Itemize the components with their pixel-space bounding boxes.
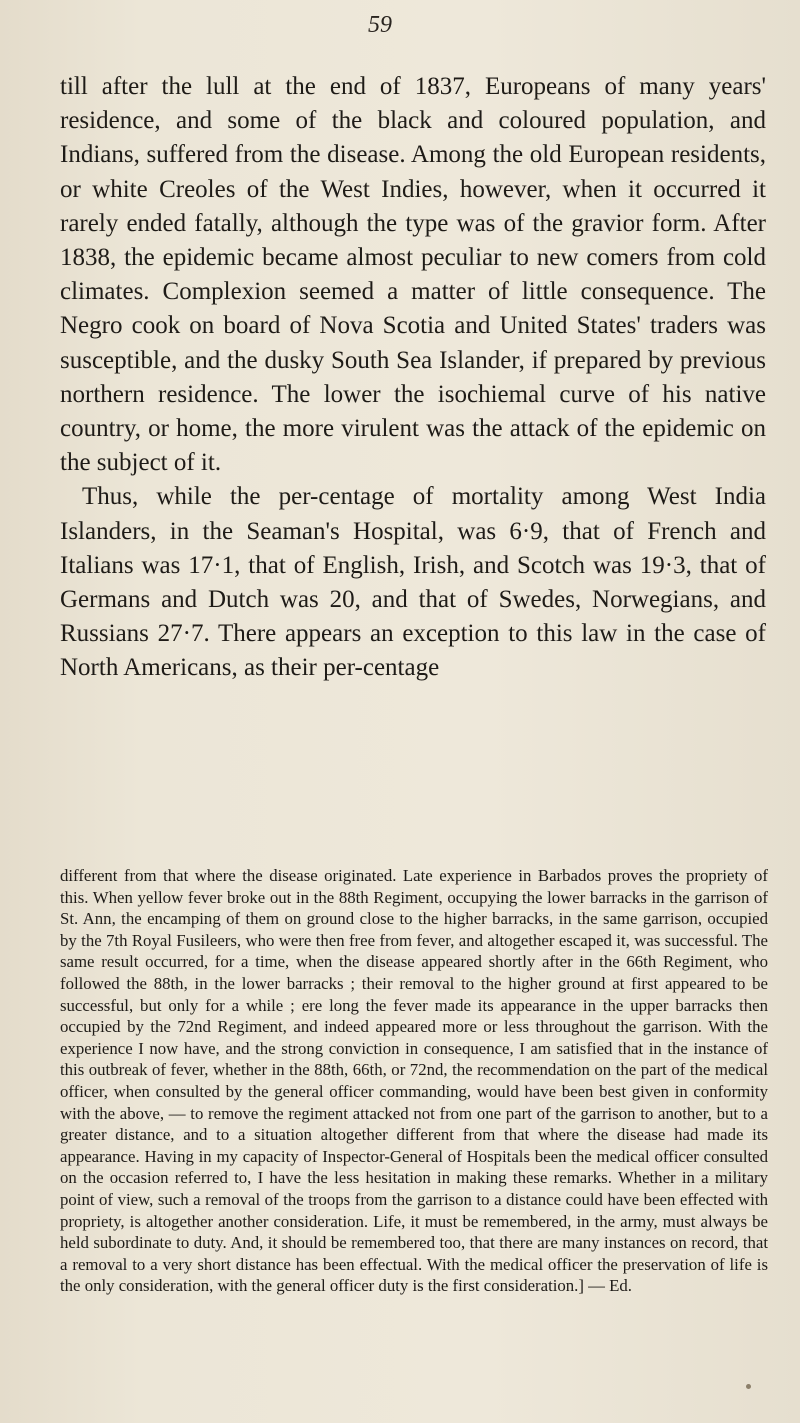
ink-smudge bbox=[746, 1384, 751, 1389]
footnote-block bbox=[60, 865, 768, 1297]
page-number: 59 bbox=[368, 12, 392, 38]
main-paragraph: Thus, while the per-centage of mortality among West India Islanders, in the Seaman's Hospital, was 6·9, that of French and Italians was 17·1, that of English, Irish, and Scotch was 19·3, that of Germans and Dutch was 20, and that of Swedes, Norwegians, and Russians 27·7. There appears an exception to this law in the case of North Americans, as their per-centage bbox=[60, 483, 766, 682]
main-text-block bbox=[60, 70, 766, 686]
main-paragraph: till after the lull at the end of 1837, Europeans of many years' residence, and some of the black and coloured population, and Indians, suffered from the disease. Among the old European residents, or white Creoles of the West Indies, however, when it occurred it rarely ended fatally, although the type was of the gravior form. After 1838, the epidemic became almost peculiar to new comers from cold climates. Complexion seemed a matter of little consequence. The Negro cook on board of Nova Scotia and United States' traders was susceptible, and the dusky South Sea Islander, if prepared by previous northern residence. The lower the isochiemal curve of his native country, or home, the more virulent was the attack of the epidemic on the subject of it. bbox=[60, 73, 766, 477]
footnote-text: different from that where the disease originated. Late experience in Barbados proves the propriety of this. When yellow fever broke out in the 88th Regiment, occupying the lower barracks in the garrison of St. Ann, the encamping of them on ground close to the higher barracks, in the same garrison, occupied by the 7th Royal Fusileers, who were then free from fever, and altogether escaped it, was successful. The same result occurred, for a time, when the disease appeared shortly after in the 66th Regiment, who followed the 88th, in the lower barracks ; their removal to the higher ground at first appeared to be successful, but only for a while ; ere long the fever made its appearance in the upper barracks then occupied by the 72nd Regiment, and indeed appeared more or less throughout the garrison. With the experience I now have, and the strong conviction in consequence, I am satisfied that in the instance of this outbreak of fever, whether in the 88th, 66th, or 72nd, the recommendation on the part of the medical officer, when consulted by the general officer commanding, would have been best given in conformity with the above, — to remove the regiment attacked not from one part of the garrison to another, but to a greater distance, and to a situation altogether different from that where the disease had made its appearance. Having in my capacity of Inspector-General of Hospitals been the medical officer consulted on the occasion referred to, I have the less hesitation in making these remarks. Whether in a military point of view, such a removal of the troops from the garrison to a distance could have been effected with propriety, is altogether another consideration. Life, it must be remembered, in the army, must always be held subordinate to duty. And, it should be remembered too, that there are many instances on record, that a removal to a very short distance has been effectual. With the medical officer the preservation of life is the only consideration, with the general officer duty is the first consideration.] — Ed. bbox=[60, 866, 768, 1296]
